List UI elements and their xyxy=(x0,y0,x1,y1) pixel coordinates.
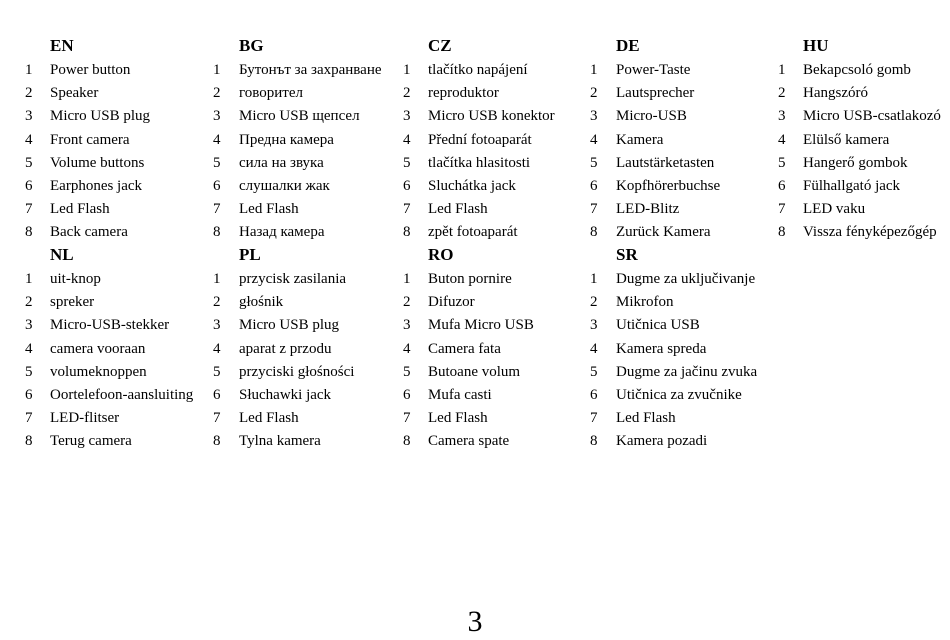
item-label: говорител xyxy=(239,85,303,102)
language-heading: RO xyxy=(428,245,454,264)
language-heading: HU xyxy=(803,36,829,55)
item-number: 7 xyxy=(25,201,33,218)
item-number: 7 xyxy=(590,201,598,218)
item-label: Speaker xyxy=(50,85,99,102)
item-label: Lautsprecher xyxy=(616,85,695,102)
item-label: camera vooraan xyxy=(50,340,146,357)
item-label: Utičnica za zvučnike xyxy=(616,387,742,403)
item-number: 7 xyxy=(590,410,598,427)
language-heading: CZ xyxy=(428,36,452,55)
item-number: 5 xyxy=(213,154,221,171)
item-label: Terug camera xyxy=(50,433,132,450)
item-label: Назад камера xyxy=(239,224,325,241)
item-label: Słuchawki jack xyxy=(239,387,332,403)
item-number: 4 xyxy=(213,131,221,148)
item-number: 2 xyxy=(403,85,411,102)
item-label: Led Flash xyxy=(239,201,299,218)
item-number: 1 xyxy=(403,271,411,287)
item-label: сила на звука xyxy=(239,154,324,171)
item-label: spreker xyxy=(50,294,95,311)
item-number: 2 xyxy=(590,294,598,311)
language-heading: EN xyxy=(50,36,74,55)
item-label: Led Flash xyxy=(428,201,488,218)
item-number: 2 xyxy=(25,294,33,311)
item-label: Mikrofon xyxy=(616,294,674,311)
item-label: Micro USB konektor xyxy=(428,108,555,125)
item-number: 5 xyxy=(403,154,411,171)
item-number: 8 xyxy=(213,224,221,241)
item-number: 6 xyxy=(403,387,411,403)
item-number: 5 xyxy=(403,363,411,380)
item-number: 7 xyxy=(213,410,221,427)
item-label: Led Flash xyxy=(616,410,676,427)
item-number: 5 xyxy=(25,154,33,171)
item-number: 5 xyxy=(25,363,33,380)
item-label: Camera fata xyxy=(428,340,501,357)
page-number: 3 xyxy=(467,605,483,638)
item-label: zpět fotoaparát xyxy=(428,224,518,241)
item-label: Hangerő gombok xyxy=(803,154,908,171)
item-label: LED-flitser xyxy=(50,410,120,427)
item-number: 6 xyxy=(778,178,786,194)
item-label: Back camera xyxy=(50,224,128,241)
item-label: Bekapcsoló gomb xyxy=(803,62,911,78)
item-number: 7 xyxy=(25,410,33,427)
item-label: слушалки жак xyxy=(239,178,330,194)
item-label: Oortelefoon-aansluiting xyxy=(50,387,194,403)
item-number: 8 xyxy=(403,224,411,241)
item-label: Micro USB plug xyxy=(239,317,340,334)
item-number: 3 xyxy=(778,108,786,125)
item-number: 5 xyxy=(213,363,221,380)
item-label: Kamera pozadi xyxy=(616,433,708,450)
item-number: 6 xyxy=(25,387,33,403)
item-number: 7 xyxy=(778,201,786,218)
item-number: 7 xyxy=(403,410,411,427)
item-label: Utičnica USB xyxy=(616,317,700,334)
item-number: 2 xyxy=(213,294,221,311)
item-label: Sluchátka jack xyxy=(428,178,516,194)
item-number: 2 xyxy=(590,85,598,102)
item-label: Lautstärketasten xyxy=(616,154,715,171)
item-number: 8 xyxy=(403,433,411,450)
item-label: reproduktor xyxy=(428,85,499,102)
item-number: 2 xyxy=(213,85,221,102)
item-label: Led Flash xyxy=(428,410,488,427)
item-number: 5 xyxy=(590,154,598,171)
item-number: 6 xyxy=(590,387,598,403)
item-label: aparat z przodu xyxy=(239,340,332,357)
item-number: 2 xyxy=(403,294,411,311)
item-label: głośnik xyxy=(239,294,284,311)
item-label: Earphones jack xyxy=(50,178,143,194)
item-label: Mufa Micro USB xyxy=(428,317,534,334)
item-label: Butoane volum xyxy=(428,363,521,380)
item-number: 5 xyxy=(778,154,786,171)
item-number: 6 xyxy=(25,178,33,194)
item-number: 1 xyxy=(25,62,33,78)
item-number: 4 xyxy=(778,131,786,148)
item-number: 4 xyxy=(213,340,221,357)
item-number: 1 xyxy=(213,62,221,78)
item-label: Camera spate xyxy=(428,433,510,450)
item-number: 8 xyxy=(778,224,786,241)
item-number: 5 xyxy=(590,363,598,380)
item-label: Mufa casti xyxy=(428,387,492,403)
item-label: Tylna kamera xyxy=(239,433,321,450)
item-label: LED vaku xyxy=(803,201,866,218)
item-number: 4 xyxy=(25,131,33,148)
language-heading: BG xyxy=(239,36,264,55)
item-number: 6 xyxy=(590,178,598,194)
language-heading: DE xyxy=(616,36,640,55)
item-label: Kopfhörerbuchse xyxy=(616,178,721,194)
item-label: Бутонът за захранване xyxy=(239,62,382,78)
item-number: 4 xyxy=(403,131,411,148)
item-label: Micro USB plug xyxy=(50,108,151,125)
item-label: Kamera xyxy=(616,131,664,148)
item-label: Elülső kamera xyxy=(803,131,890,148)
item-number: 6 xyxy=(213,178,221,194)
item-number: 7 xyxy=(213,201,221,218)
item-label: Power-Taste xyxy=(616,62,691,78)
item-number: 4 xyxy=(403,340,411,357)
item-number: 3 xyxy=(590,317,598,334)
item-label: Difuzor xyxy=(428,294,475,311)
language-heading: PL xyxy=(239,245,261,264)
item-number: 2 xyxy=(778,85,786,102)
item-label: Vissza fényképezőgép xyxy=(803,224,937,241)
language-heading: SR xyxy=(616,245,638,264)
language-heading: NL xyxy=(50,245,74,264)
item-number: 8 xyxy=(25,433,33,450)
item-number: 1 xyxy=(25,271,33,287)
item-label: Buton pornire xyxy=(428,271,512,287)
item-number: 6 xyxy=(213,387,221,403)
item-label: Dugme za jačinu zvuka xyxy=(616,363,758,380)
item-label: LED-Blitz xyxy=(616,201,680,218)
item-number: 1 xyxy=(590,271,598,287)
item-label: uit-knop xyxy=(50,271,101,287)
item-label: Led Flash xyxy=(239,410,299,427)
item-label: Dugme za uključivanje xyxy=(616,271,756,287)
item-number: 3 xyxy=(590,108,598,125)
item-label: Hangszóró xyxy=(803,85,868,102)
item-label: Přední fotoaparát xyxy=(428,131,532,148)
item-number: 3 xyxy=(403,108,411,125)
item-number: 8 xyxy=(590,433,598,450)
item-number: 1 xyxy=(590,62,598,78)
item-number: 8 xyxy=(25,224,33,241)
item-number: 3 xyxy=(25,317,33,334)
item-label: przycisk zasilania xyxy=(239,271,347,287)
item-number: 1 xyxy=(213,271,221,287)
item-number: 7 xyxy=(403,201,411,218)
item-label: Micro USB щепсел xyxy=(239,108,360,125)
item-label: Front camera xyxy=(50,131,130,148)
item-number: 1 xyxy=(403,62,411,78)
item-label: Micro-USB-stekker xyxy=(50,317,170,334)
item-number: 3 xyxy=(213,317,221,334)
item-label: Fülhallgató jack xyxy=(803,178,901,194)
item-label: tlačítka hlasitosti xyxy=(428,154,531,171)
item-label: przyciski głośności xyxy=(239,363,355,380)
item-number: 8 xyxy=(590,224,598,241)
item-number: 4 xyxy=(590,340,598,357)
item-number: 3 xyxy=(25,108,33,125)
item-label: Предна камера xyxy=(239,131,334,148)
item-label: Volume buttons xyxy=(50,154,145,171)
item-label: volumeknoppen xyxy=(50,363,147,380)
item-number: 3 xyxy=(403,317,411,334)
item-label: Micro USB-csatlakozó xyxy=(803,108,941,125)
item-label: tlačítko napájení xyxy=(428,62,528,78)
item-number: 4 xyxy=(25,340,33,357)
item-number: 2 xyxy=(25,85,33,102)
item-number: 3 xyxy=(213,108,221,125)
item-number: 1 xyxy=(778,62,786,78)
item-label: Micro-USB xyxy=(616,108,687,125)
item-label: Zurück Kamera xyxy=(616,224,711,241)
item-label: Kamera spreda xyxy=(616,340,707,357)
item-label: Led Flash xyxy=(50,201,110,218)
item-number: 8 xyxy=(213,433,221,450)
item-label: Power button xyxy=(50,62,131,78)
item-number: 6 xyxy=(403,178,411,194)
item-number: 4 xyxy=(590,131,598,148)
